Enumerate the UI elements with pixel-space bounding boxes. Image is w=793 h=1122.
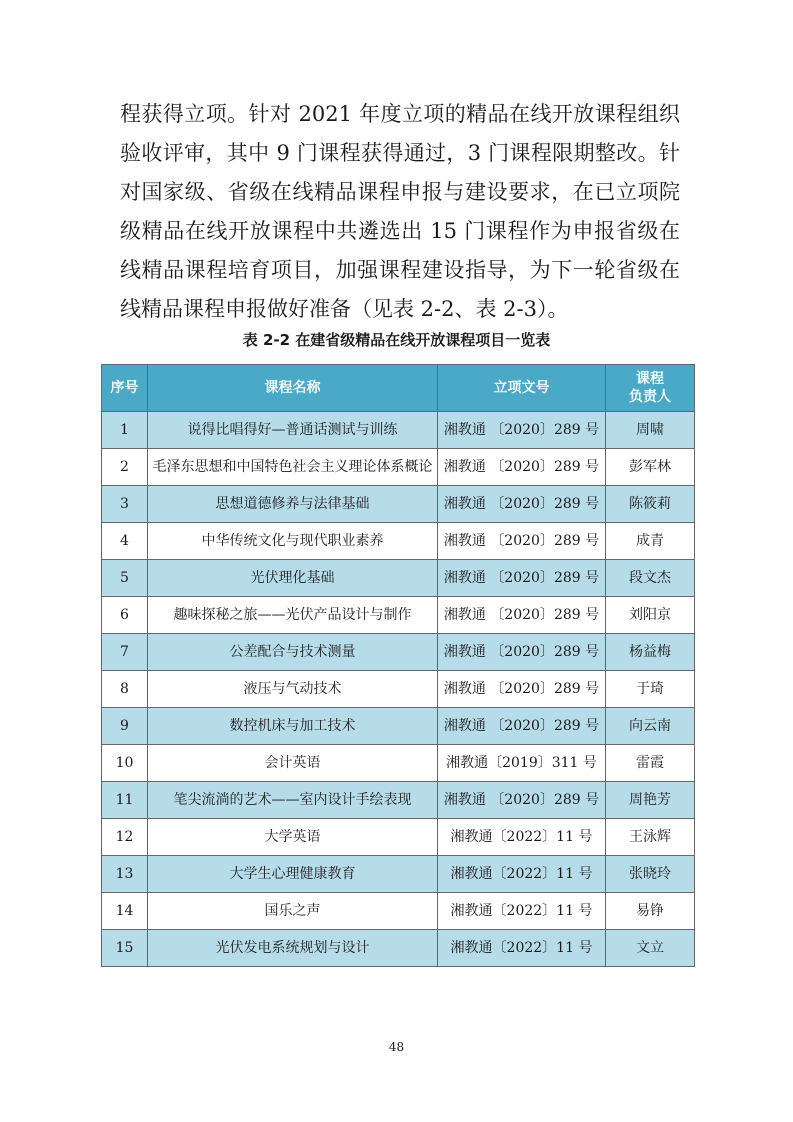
cell-course-name: 国乐之声: [148, 893, 438, 930]
table-row: [102, 819, 695, 856]
cell-course-name: 中华传统文化与现代职业素养: [148, 523, 438, 560]
cell-no: 10: [102, 745, 148, 782]
cell-lead: 成青: [606, 523, 695, 560]
cell-doc-number: 湘教通 〔2020〕289 号: [438, 523, 606, 560]
cell-course-name: 大学英语: [148, 819, 438, 856]
cell-lead: 于琦: [606, 671, 695, 708]
table-row: [102, 486, 695, 523]
cell-no: 6: [102, 597, 148, 634]
table-row: [102, 745, 695, 782]
cell-doc-number: 湘教通 〔2020〕289 号: [438, 671, 606, 708]
cell-no: 14: [102, 893, 148, 930]
cell-lead: 杨益梅: [606, 634, 695, 671]
table-header-row: [102, 365, 695, 412]
cell-doc-number: 湘教通 〔2020〕289 号: [438, 782, 606, 819]
cell-no: 2: [102, 449, 148, 486]
cell-course-name: 公差配合与技术测量: [148, 634, 438, 671]
table-row: [102, 412, 695, 449]
cell-doc-number: 湘教通〔2022〕11 号: [438, 930, 606, 967]
table-row: [102, 449, 695, 486]
cell-course-name: 数控机床与加工技术: [148, 708, 438, 745]
cell-course-name: 光伏理化基础: [148, 560, 438, 597]
cell-course-name: 大学生心理健康教育: [148, 856, 438, 893]
cell-no: 12: [102, 819, 148, 856]
table-row: [102, 930, 695, 967]
cell-doc-number: 湘教通〔2022〕11 号: [438, 819, 606, 856]
cell-doc-number: 湘教通〔2022〕11 号: [438, 893, 606, 930]
table-row: [102, 597, 695, 634]
cell-course-name: 液压与气动技术: [148, 671, 438, 708]
header-doc-number: 立项文号: [438, 365, 606, 412]
cell-no: 4: [102, 523, 148, 560]
cell-doc-number: 湘教通〔2019〕311 号: [438, 745, 606, 782]
cell-lead: 彭军林: [606, 449, 695, 486]
cell-lead: 周啸: [606, 412, 695, 449]
cell-no: 7: [102, 634, 148, 671]
cell-doc-number: 湘教通〔2022〕11 号: [438, 856, 606, 893]
cell-doc-number: 湘教通 〔2020〕289 号: [438, 634, 606, 671]
table-row: [102, 634, 695, 671]
cell-doc-number: 湘教通 〔2020〕289 号: [438, 597, 606, 634]
cell-lead: 陈筱莉: [606, 486, 695, 523]
cell-course-name: 趣味探秘之旅——光伏产品设计与制作: [148, 597, 438, 634]
table-row: [102, 782, 695, 819]
cell-lead: 文立: [606, 930, 695, 967]
table-row: [102, 856, 695, 893]
cell-no: 5: [102, 560, 148, 597]
cell-lead: 易铮: [606, 893, 695, 930]
cell-lead: 刘阳京: [606, 597, 695, 634]
header-no: 序号: [102, 365, 148, 412]
cell-doc-number: 湘教通 〔2020〕289 号: [438, 486, 606, 523]
table-row: [102, 523, 695, 560]
cell-course-name: 笔尖流淌的艺术——室内设计手绘表现: [148, 782, 438, 819]
cell-no: 13: [102, 856, 148, 893]
cell-no: 15: [102, 930, 148, 967]
cell-no: 1: [102, 412, 148, 449]
cell-doc-number: 湘教通 〔2020〕289 号: [438, 560, 606, 597]
table-row: [102, 893, 695, 930]
cell-no: 9: [102, 708, 148, 745]
cell-course-name: 会计英语: [148, 745, 438, 782]
cell-course-name: 光伏发电系统规划与设计: [148, 930, 438, 967]
cell-no: 3: [102, 486, 148, 523]
cell-lead: 向云南: [606, 708, 695, 745]
cell-lead: 张晓玲: [606, 856, 695, 893]
cell-lead: 周艳芳: [606, 782, 695, 819]
cell-course-name: 思想道德修养与法律基础: [148, 486, 438, 523]
header-course-name: 课程名称: [148, 365, 438, 412]
cell-lead: 雷霞: [606, 745, 695, 782]
cell-course-name: 毛泽东思想和中国特色社会主义理论体系概论: [148, 449, 438, 486]
cell-no: 8: [102, 671, 148, 708]
header-lead: 课程 负责人: [606, 365, 695, 412]
cell-lead: 段文杰: [606, 560, 695, 597]
cell-lead: 王泳辉: [606, 819, 695, 856]
table-row: [102, 560, 695, 597]
body-paragraph: 程获得立项。针对 2021 年度立项的精品在线开放课程组织验收评审，其中 9 门课程获得通过，3 门课程限期整改。针对国家级、省级在线精品课程申报与建设要求，在已立项院级精品在线开放课程中共遴选出 15 门课程作为申报省级在线精品课程培育项目，加强课程建设指导，为下一轮省级在线精品课程申报做好准备（见表 2-2、表 2-3）。: [120, 102, 680, 321]
table-row: [102, 671, 695, 708]
cell-doc-number: 湘教通 〔2020〕289 号: [438, 449, 606, 486]
cell-doc-number: 湘教通 〔2020〕289 号: [438, 708, 606, 745]
course-table: [101, 364, 695, 967]
cell-no: 11: [102, 782, 148, 819]
cell-course-name: 说得比唱得好—普通话测试与训练: [148, 412, 438, 449]
table-row: [102, 708, 695, 745]
table-caption: 表 2-2 在建省级精品在线开放课程项目一览表: [242, 331, 551, 349]
page-number: 48: [388, 1040, 405, 1054]
cell-doc-number: 湘教通 〔2020〕289 号: [438, 412, 606, 449]
